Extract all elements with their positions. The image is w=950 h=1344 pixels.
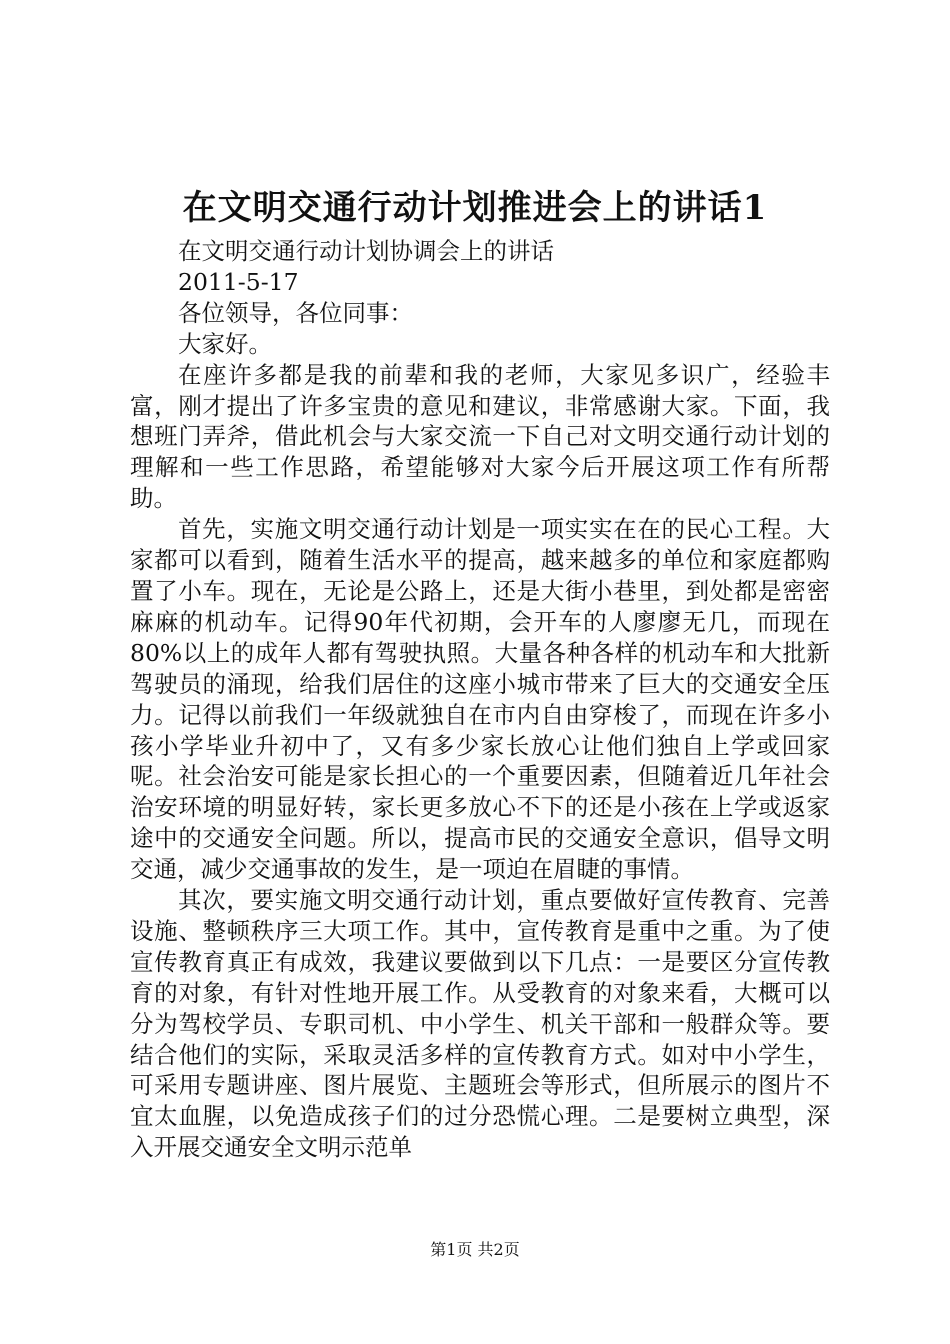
greeting-line: 大家好。 — [178, 329, 272, 358]
page-footer: 第1页 共2页 — [430, 1240, 520, 1259]
paragraph-1: 在座许多都是我的前辈和我的老师，大家见多识广，经验丰富，刚才提出了许多宝贵的意见和建议，非常感谢大家。下面，我想班门弄斧，借此机会与大家交流一下自己对文明交通行动计划的理解和一些工作思路，希望能够对大家今后开展这项工作有所帮助。 — [130, 360, 830, 513]
date-line: 2011-5-17 — [178, 267, 299, 296]
paragraph-2: 首先，实施文明交通行动计划是一项实实在在的民心工程。大家都可以看到，随着生活水平的提高，越来越多的单位和家庭都购置了小车。现在，无论是公路上，还是大街小巷里，到处都是密密麻麻的机动车。记得90年代初期，会开车的人廖廖无几，而现在80%以上的成年人都有驾驶执照。大量各种各样的机动车和大批新驾驶员的涌现，给我们居住的这座小城市带来了巨大的交通安全压力。记得以前我们一年级就独自在市内自由穿梭了，而现在许多小孩小学毕业升初中了，又有多少家长放心让他们独自上学或回家呢。社会治安可能是家长担心的一个重要因素，但随着近几年社会治安环境的明显好转，家长更多放心不下的还是小孩在上学或返家途中的交通安全问题。所以，提高市民的交通安全意识，倡导文明交通，减少交通事故的发生，是一项迫在眉睫的事情。 — [130, 515, 830, 884]
document-title: 在文明交通行动计划推进会上的讲话1 — [182, 188, 768, 228]
salutation-line: 各位领导，各位同事： — [178, 298, 413, 327]
document-body — [130, 236, 830, 1163]
subtitle-line: 在文明交通行动计划协调会上的讲话 — [178, 237, 554, 265]
paragraph-3: 其次，要实施文明交通行动计划，重点要做好宣传教育、完善设施、整顿秩序三大项工作。其中，宣传教育是重中之重。为了使宣传教育真正有成效，我建议要做到以下几点：一是要区分宣传教育的对象，有针对性地开展工作。从受教育的对象来看，大概可以分为驾校学员、专职司机、中小学生、机关干部和一般群众等。要结合他们的实际，采取灵活多样的宣传教育方式。如对中小学生，可采用专题讲座、图片展览、主题班会等形式，但所展示的图片不宜太血腥，以免造成孩子们的过分恐慌心理。二是要树立典型，深入开展交通安全文明示范单 — [130, 886, 830, 1162]
